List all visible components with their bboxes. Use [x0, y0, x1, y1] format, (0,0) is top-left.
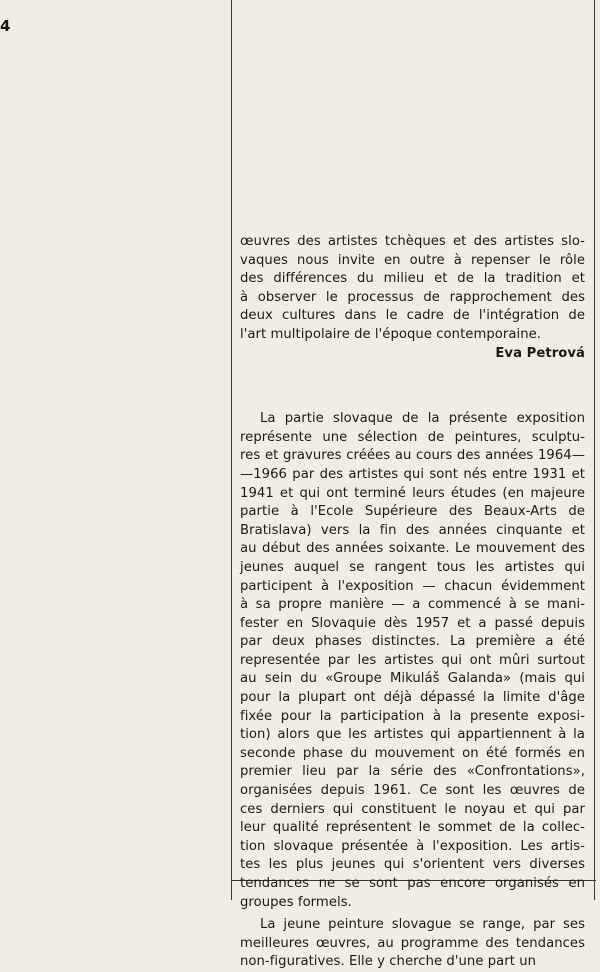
- text-line: à observer le processus de rapprochement des: [240, 289, 585, 305]
- text-line: représente une sélection de peintures, sculptu-: [240, 429, 585, 445]
- text-line: par deux phases distinctes. La première a été: [240, 634, 585, 650]
- text-line: fixée pour la participation à la presente exposi-: [240, 708, 585, 724]
- text-line: à sa propre manière — a commencé à se mani-: [240, 597, 585, 613]
- column-rule-right: [594, 0, 595, 900]
- column-rule-left: [231, 0, 232, 900]
- text-line: au sein du «Groupe Mikuláš Galanda» (mais qui: [240, 671, 585, 687]
- text-line: ces derniers qui constituent le noyau et qui par: [240, 801, 585, 817]
- text-line: tion slovaque présentée à l'exposition. Les artis-: [240, 838, 585, 854]
- text-line: non-figuratives. Elle y cherche d'une part un: [240, 954, 537, 970]
- text-line: 1941 et qui ont terminé leurs études (en majeure: [240, 485, 585, 501]
- text-line: La partie slovaque de la présente exposition: [260, 411, 585, 427]
- text-line: tion) alors que les artistes qui appartiennent à la: [240, 727, 585, 743]
- text-line: vaques nous invite en outre à repenser le rôle: [240, 252, 585, 268]
- text-line: tendances ne se sont pas encore organisés en: [240, 876, 585, 891]
- text-line: res et gravures créées au cours des années 1964—: [240, 448, 585, 464]
- text-line: —1966 par des artistes qui sont nés entre 1931 et: [240, 466, 585, 482]
- text-line: des différences du milieu et de la tradition et: [240, 271, 585, 287]
- text-line: premier lieu par la série des «Confrontations»,: [240, 764, 585, 780]
- text-line: l'art multipolaire de l'époque contemporaine.: [240, 326, 542, 342]
- page-number: 4: [0, 17, 11, 35]
- show-through-text: [0, 232, 231, 872]
- text-line: representée par les artistes qui ont mûri surtout: [240, 652, 585, 668]
- text-line: au début des années soixante. Le mouvement des: [240, 541, 585, 557]
- text-line: groupes formels.: [240, 894, 352, 910]
- body-paragraph-1: [240, 410, 585, 912]
- author-signature: Eva Petrová: [495, 345, 585, 361]
- intro-paragraph: [240, 233, 585, 345]
- text-line: tes les plus jeunes qui s'orientent vers diverses: [240, 857, 585, 873]
- text-line: La jeune peinture slovague se range, par ses: [260, 917, 585, 933]
- text-line: participent à l'exposition — chacun évidemment: [240, 578, 585, 594]
- text-line: jeunes auquel se rangent tous les artistes qui: [240, 559, 585, 575]
- text-line: pour la plupart ont déjà dépassé la limite d'âge: [240, 690, 585, 706]
- text-line: deux cultures dans le cadre de l'intégration de: [240, 308, 585, 324]
- text-column: [240, 233, 585, 972]
- text-line: meilleures œuvres, au programme des tendances: [240, 935, 585, 951]
- text-line: leur qualité représentent le sommet de la collec-: [240, 820, 585, 836]
- text-line: organisées depuis 1961. Ce sont les œuvres de: [240, 783, 585, 799]
- text-line: fester en Slovaquie dès 1957 et a passé depuis: [240, 615, 585, 631]
- text-line: œuvres des artistes tchèques et des artistes slo-: [240, 234, 585, 249]
- text-line: Bratislava) vers la fin des années cinquante et: [240, 522, 585, 538]
- text-line: seconde phase du mouvement on été formés en: [240, 745, 585, 761]
- body-paragraph-2: [240, 916, 585, 972]
- text-line: partie à l'Ecole Supérieure des Beaux-Arts de: [240, 504, 585, 520]
